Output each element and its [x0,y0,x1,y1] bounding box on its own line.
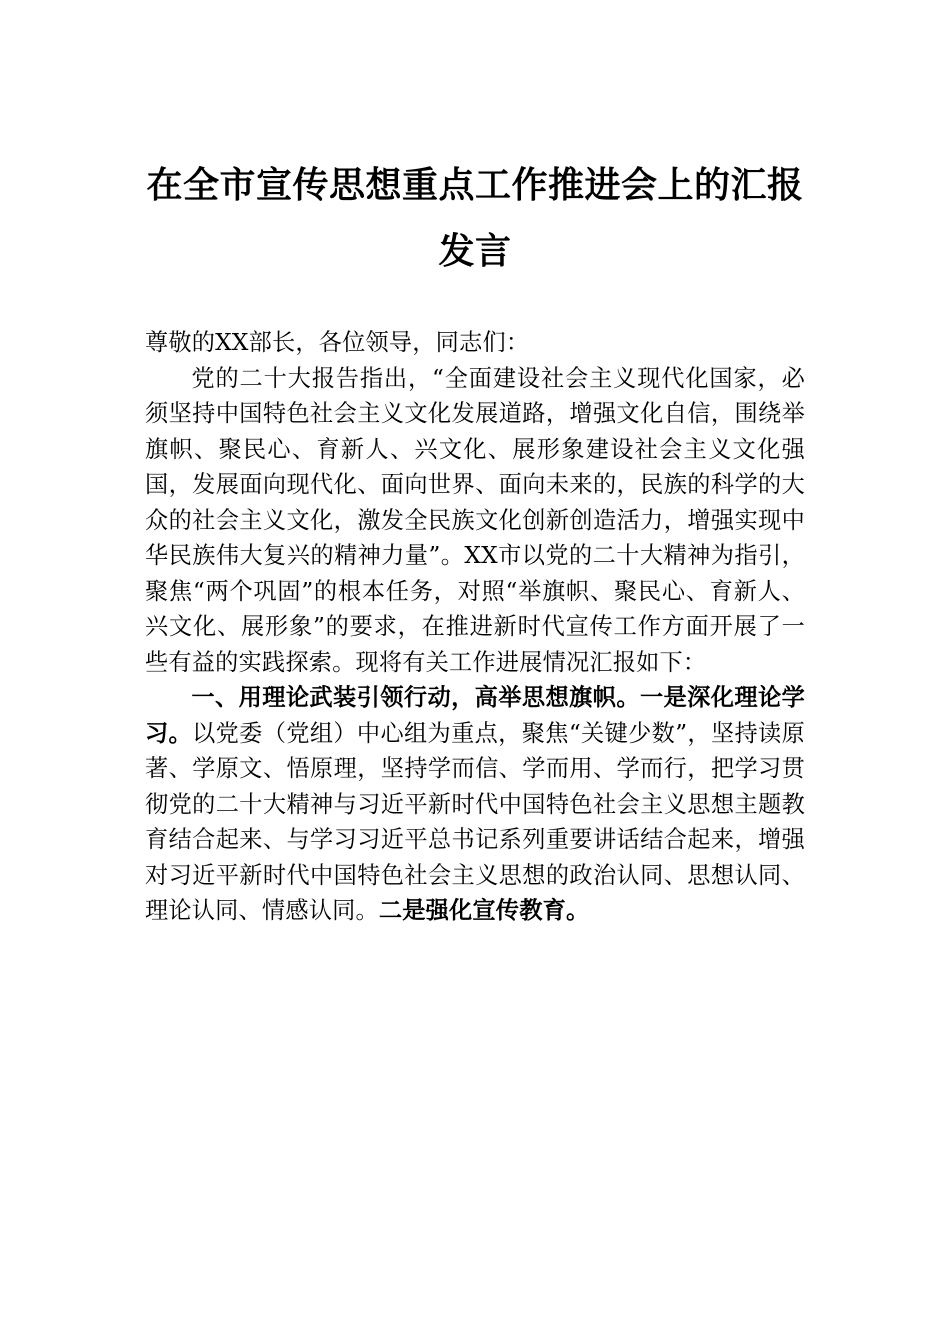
section-1-paragraph [145,680,805,929]
intro-paragraph: 党的二十大报告指出，“全面建设社会主义现代化国家，必须坚持中国特色社会主义文化发展道路，增强文化自信，围绕举旗帜、聚民心、育新人、兴文化、展形象建设社会主义文化强国，发展面向现代化、面向世界、面向未来的，民族的科学的大众的社会主义文化，激发全民族文化创新创造活力，增强实现中华民族伟大复兴的精神力量”。XX市以党的二十大精神为指引，聚焦“两个巩固”的根本任务，对照“举旗帜、聚民心、育新人、兴文化、展形象”的要求，在推进新时代宣传工作方面开展了一些有益的实践探索。现将有关工作进展情况汇报如下： [145,364,805,676]
document-body [145,325,805,929]
salutation: 尊敬的XX部长，各位领导，同志们： [145,329,530,356]
section-1-sub-2-heading: 二是强化宣传教育。 [378,897,590,924]
document-title [145,152,805,284]
section-1-sub-1-heading: 一是深化理论学习。 [145,684,805,747]
title-line-1: 在全市宣传思想重点工作推进会上的汇报 [146,164,804,206]
title-line-2: 发言 [438,230,512,272]
section-1-sub-1-text: 以党委（党组）中心组为重点，聚焦“关键少数”，坚持读原著、学原文、悟原理，坚持学而信、学而用、学而行，把学习贯彻党的二十大精神与习近平新时代中国特色社会主义思想主题教育结合起来、与学习习近平总书记系列重要讲话结合起来，增强对习近平新时代中国特色社会主义思想的政治认同、思想认同、理论认同、情感认同。 [145,719,805,924]
section-1-heading: 一、用理论武装引领行动，高举思想旗帜。 [191,684,640,711]
